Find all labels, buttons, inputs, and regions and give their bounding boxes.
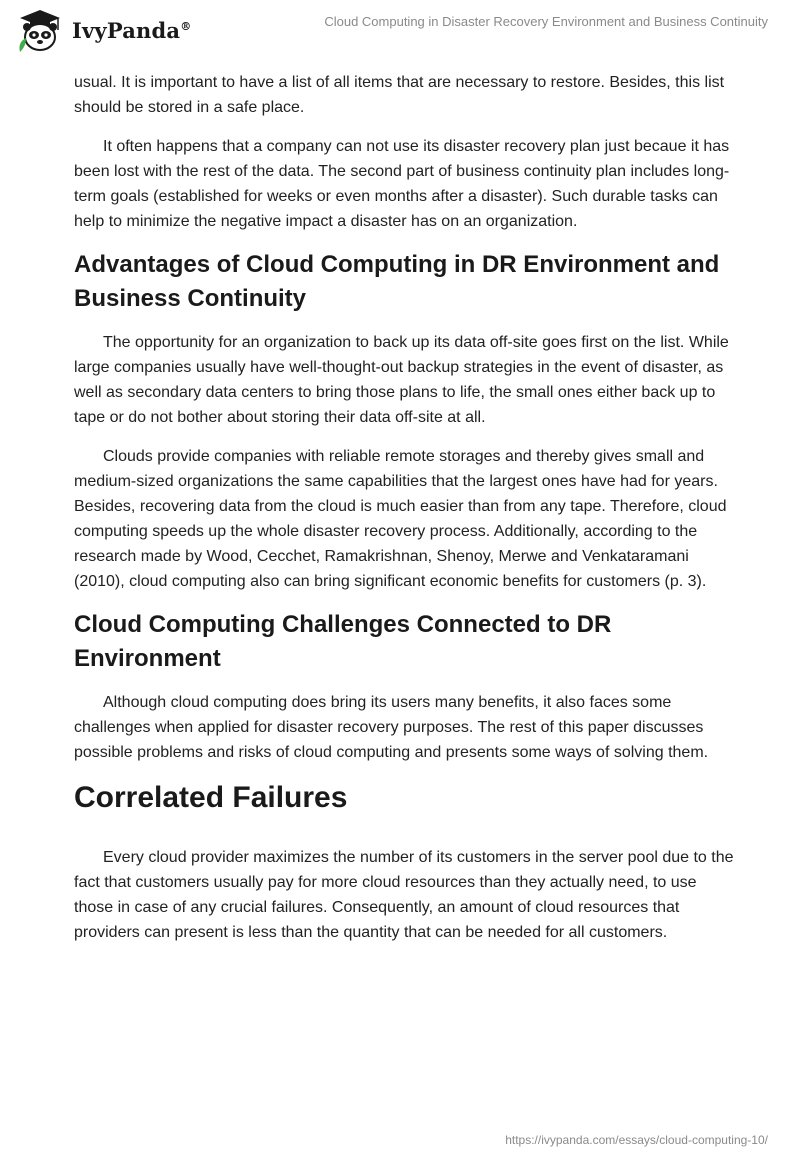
paragraph-plan: It often happens that a company can not use its disaster recovery plan just becaue it has been lost with the rest of the data. The second part of business continuity plan includes long-term goals (established for weeks or even months after a disaster). Such durable tasks can help to minimize the negative impact a disaster has on an organization.	[74, 138, 730, 230]
paragraph-challenges: Although cloud computing does bring its users many benefits, it also faces some challenges when applied for disaster recovery purposes. The rest of this paper discusses possible problems and risks of cloud computing and presents some ways of solving them.	[74, 694, 709, 761]
document-title: Cloud Computing in Disaster Recovery Environment and Business Continuity	[324, 14, 768, 29]
paragraph-correlated-failures: Every cloud provider maximizes the number of its customers in the server pool due to the fact that customers usually pay for more cloud resources than they actually need, to use those in case of any crucial failures. Consequently, an amount of cloud resources that providers can present is less than the quantity that can be needed for all customers.	[74, 849, 734, 941]
brand-logo[interactable]	[14, 8, 191, 52]
essay-content	[74, 70, 734, 959]
source-url-link[interactable]: https://ivypanda.com/essays/cloud-computing-10/	[505, 1133, 768, 1147]
panda-mascot-icon	[14, 8, 66, 52]
brand-name: IvyPanda®	[72, 17, 192, 43]
paragraph-continuation: usual. It is important to have a list of all items that are necessary to restore. Besides, this list should be stored in a safe place.	[74, 74, 725, 116]
heading-advantages: Advantages of Cloud Computing in DR Environment and Business Continuity	[74, 251, 720, 312]
heading-challenges: Cloud Computing Challenges Connected to DR Environment	[74, 611, 612, 672]
paragraph-advantages-2: Clouds provide companies with reliable remote storages and thereby gives small and medium-sized organizations the same capabilities that the largest ones have had for years. Besides, recovering data from the cloud is much easier than from any tape. Therefore, cloud computing speeds up the whole disaster recovery process. Additionally, according to the research made by Wood, Cecchet, Ramakrishnan, Shenoy, Merwe and Venkataramani (2010), cloud computing also can bring significant economic benefits for customers (p. 3).	[74, 448, 727, 590]
page-header	[0, 0, 800, 60]
paragraph-advantages-1: The opportunity for an organization to back up its data off-site goes first on the list. While large companies usually have well-thought-out backup strategies in the event of disaster, as well as secondary data centers to bring those plans to life, the small ones either back up to tape or do not bother about storing their data off-site at all.	[74, 334, 729, 426]
heading-correlated-failures: Correlated Failures	[74, 781, 348, 814]
